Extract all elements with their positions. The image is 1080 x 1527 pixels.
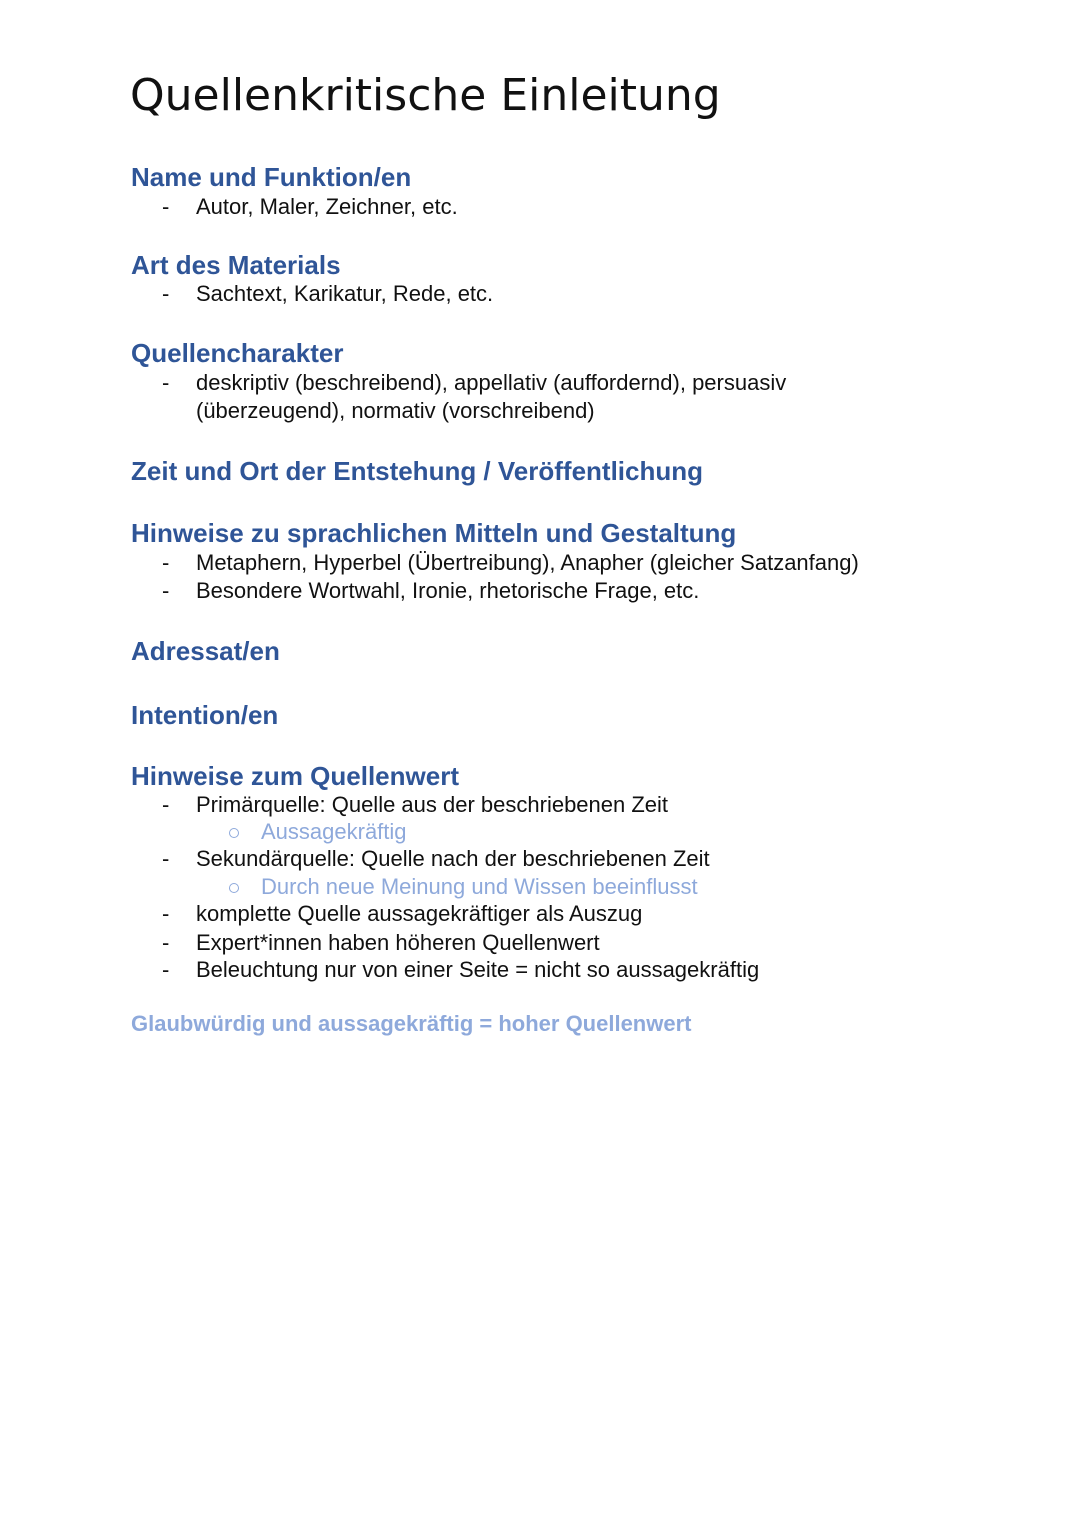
bullet-text: Beleuchtung nur von einer Seite = nicht so aussagekräftig xyxy=(196,957,760,982)
bullet-text: Sachtext, Karikatur, Rede, etc. xyxy=(196,281,494,306)
heading-name-funktion: Name und Funktion/en xyxy=(131,162,412,192)
heading-zeit-ort: Zeit und Ort der Entstehung / Veröffentlichung xyxy=(131,456,703,486)
bullet-dash: - xyxy=(162,578,170,603)
bullet-dash: - xyxy=(162,550,170,575)
summary-conclusion: Glaubwürdig und aussagekräftig = hoher Quellenwert xyxy=(131,1011,692,1036)
sub-bullet-circle-icon xyxy=(229,883,239,893)
bullet-dash: - xyxy=(162,846,170,871)
bullet-text: Metaphern, Hyperbel (Übertreibung), Anapher (gleicher Satzanfang) xyxy=(196,550,859,575)
heading-quellencharakter: Quellencharakter xyxy=(131,338,344,368)
bullet-text: Autor, Maler, Zeichner, etc. xyxy=(196,194,458,219)
sub-bullet-text: Aussagekräftig xyxy=(261,819,407,844)
bullet-text: deskriptiv (beschreibend), appellativ (auffordernd), persuasiv xyxy=(196,370,787,395)
bullet-text: Sekundärquelle: Quelle nach der beschriebenen Zeit xyxy=(196,846,710,871)
bullet-text: Besondere Wortwahl, Ironie, rhetorische Frage, etc. xyxy=(196,578,700,603)
bullet-dash: - xyxy=(162,194,170,219)
bullet-text-continuation: (überzeugend), normativ (vorschreibend) xyxy=(196,398,595,423)
bullet-text: Primärquelle: Quelle aus der beschriebenen Zeit xyxy=(196,792,669,817)
heading-sprachliche-mittel: Hinweise zu sprachlichen Mitteln und Gestaltung xyxy=(131,518,737,548)
heading-art-des-materials: Art des Materials xyxy=(131,250,341,280)
heading-adressaten: Adressat/en xyxy=(131,636,280,666)
sub-bullet-circle-icon xyxy=(229,828,239,838)
page-title: Quellenkritische Einleitung xyxy=(130,70,721,121)
heading-quellenwert: Hinweise zum Quellenwert xyxy=(131,761,459,791)
heading-intentionen: Intention/en xyxy=(131,700,279,730)
bullet-dash: - xyxy=(162,930,170,955)
bullet-dash: - xyxy=(162,957,170,982)
sub-bullet-text: Durch neue Meinung und Wissen beeinflusst xyxy=(261,874,698,899)
bullet-dash: - xyxy=(162,281,170,306)
bullet-dash: - xyxy=(162,792,170,817)
bullet-text: komplette Quelle aussagekräftiger als Auszug xyxy=(196,901,643,926)
bullet-dash: - xyxy=(162,370,170,395)
bullet-dash: - xyxy=(162,901,170,926)
bullet-text: Expert*innen haben höheren Quellenwert xyxy=(196,930,600,955)
